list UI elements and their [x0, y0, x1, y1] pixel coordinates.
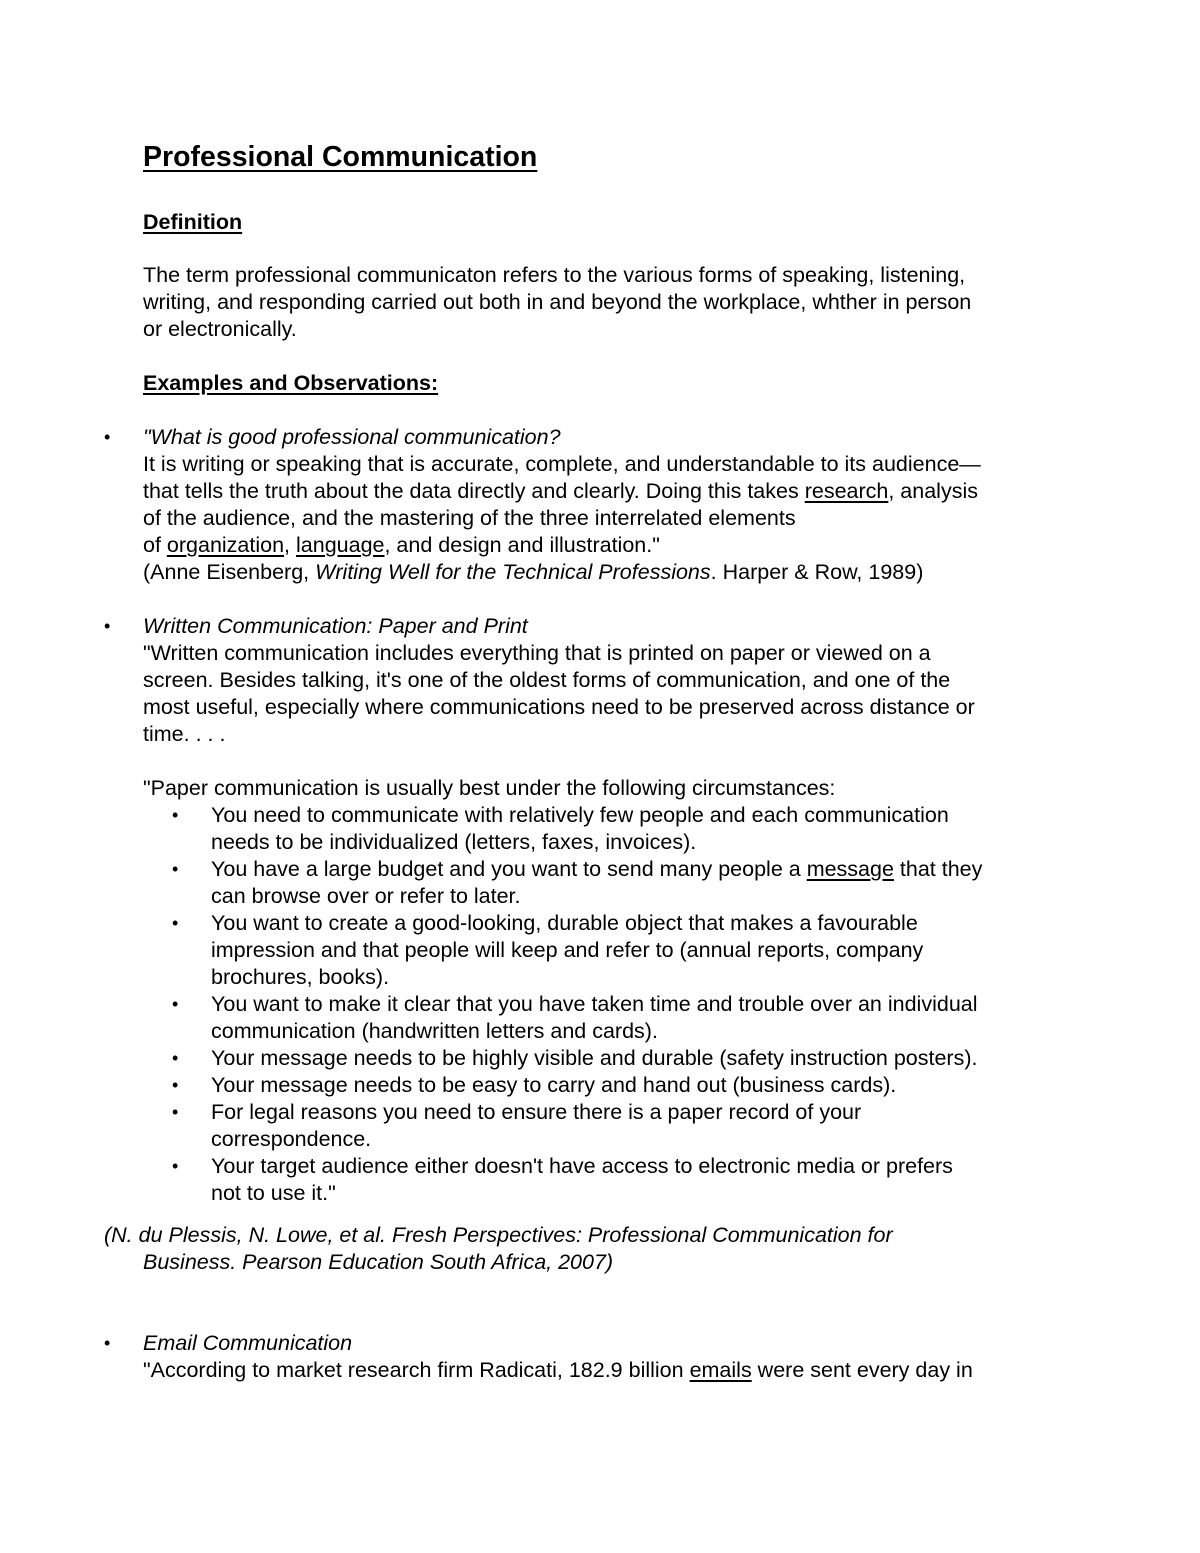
- examples-heading: Examples and Observations:: [143, 371, 439, 395]
- sub4-line-1: You want to make it clear that you have taken time and trouble over an individual: [211, 992, 978, 1016]
- item2-citation-line-1: (N. du Plessis, N. Lowe, et al. Fresh Perspectives: Professional Communication for: [104, 1223, 893, 1247]
- sub-bullet-8: •: [172, 1156, 179, 1176]
- link-organization[interactable]: organization: [166, 533, 285, 557]
- link-message[interactable]: message: [806, 857, 894, 881]
- sub1-line-2: needs to be individualized (letters, faxes, invoices).: [211, 830, 697, 854]
- definition-line-2: writing, and responding carried out both in and beyond the workplace, whther in person: [143, 290, 972, 314]
- item1-book-title: Writing Well for the Technical Professions: [315, 560, 711, 584]
- item2-heading: Written Communication: Paper and Print: [143, 614, 528, 638]
- sub1-line-1: You need to communicate with relatively few people and each communication: [211, 803, 949, 827]
- bullet-item-2: •: [104, 616, 111, 636]
- item2-citation-line-2: Business. Pearson Education South Africa, 2007): [143, 1250, 614, 1274]
- bullet-item-3: •: [104, 1333, 111, 1353]
- sub7-line-1: For legal reasons you need to ensure there is a paper record of your: [211, 1100, 862, 1124]
- sub-bullet-3: •: [172, 913, 179, 933]
- sub2-line-2: can browse over or refer to later.: [211, 884, 521, 908]
- item2-p1-line-2: screen. Besides talking, it's one of the oldest forms of communication, and one of the: [143, 668, 951, 692]
- item1-line-3: of the audience, and the mastering of the three interrelated elements: [143, 506, 796, 530]
- item3-heading: Email Communication: [143, 1331, 353, 1355]
- sub5-line-1: Your message needs to be highly visible and durable (safety instruction posters).: [211, 1046, 978, 1070]
- sub3-line-3: brochures, books).: [211, 965, 390, 989]
- sub8-line-1: Your target audience either doesn't have access to electronic media or prefers: [211, 1154, 953, 1178]
- sub4-line-2: communication (handwritten letters and cards).: [211, 1019, 658, 1043]
- sub-bullet-5: •: [172, 1048, 179, 1068]
- sub-bullet-7: •: [172, 1102, 179, 1122]
- item2-p1-line-1: "Written communication includes everything that is printed on paper or viewed on a: [143, 641, 931, 665]
- item1-citation: (Anne Eisenberg, Writing Well for the Technical Professions. Harper & Row, 1989): [143, 560, 924, 584]
- sub3-line-2: impression and that people will keep and refer to (annual reports, company: [211, 938, 924, 962]
- definition-line-1: The term professional communicaton refers to the various forms of speaking, listening,: [143, 263, 966, 287]
- item1-line-1: It is writing or speaking that is accurate, complete, and understandable to its audience—: [143, 452, 981, 476]
- sub-bullet-6: •: [172, 1075, 179, 1095]
- item2-p1-line-4: time. . . .: [143, 722, 226, 746]
- item3-line-1: "According to market research firm Radicati, 182.9 billion emails were sent every day in: [143, 1358, 973, 1382]
- item1-line-2: that tells the truth about the data directly and clearly. Doing this takes research, analysis: [143, 479, 978, 503]
- sub3-line-1: You want to create a good-looking, durable object that makes a favourable: [211, 911, 918, 935]
- sub-bullet-2: •: [172, 859, 179, 879]
- sub8-line-2: not to use it.": [211, 1181, 336, 1205]
- bullet-item-1: •: [104, 427, 111, 447]
- sub-bullet-1: •: [172, 805, 179, 825]
- sub2-line-1: You have a large budget and you want to send many people a message that they: [211, 857, 983, 881]
- sub6-line-1: Your message needs to be easy to carry and hand out (business cards).: [211, 1073, 897, 1097]
- link-language[interactable]: language: [296, 533, 385, 557]
- item2-p1-line-3: most useful, especially where communications need to be preserved across distance or: [143, 695, 975, 719]
- page-title: Professional Communication: [143, 141, 538, 173]
- sub-bullet-4: •: [172, 994, 179, 1014]
- item2-p2: "Paper communication is usually best under the following circumstances:: [143, 776, 836, 800]
- sub7-line-2: correspondence.: [211, 1127, 372, 1151]
- item1-question: "What is good professional communication?: [143, 425, 561, 449]
- definition-heading: Definition: [143, 210, 243, 234]
- definition-line-3: or electronically.: [143, 317, 297, 341]
- item1-line-4: of organization, language, and design and illustration.": [143, 533, 660, 557]
- link-emails[interactable]: emails: [689, 1358, 752, 1382]
- link-research[interactable]: research: [804, 479, 889, 503]
